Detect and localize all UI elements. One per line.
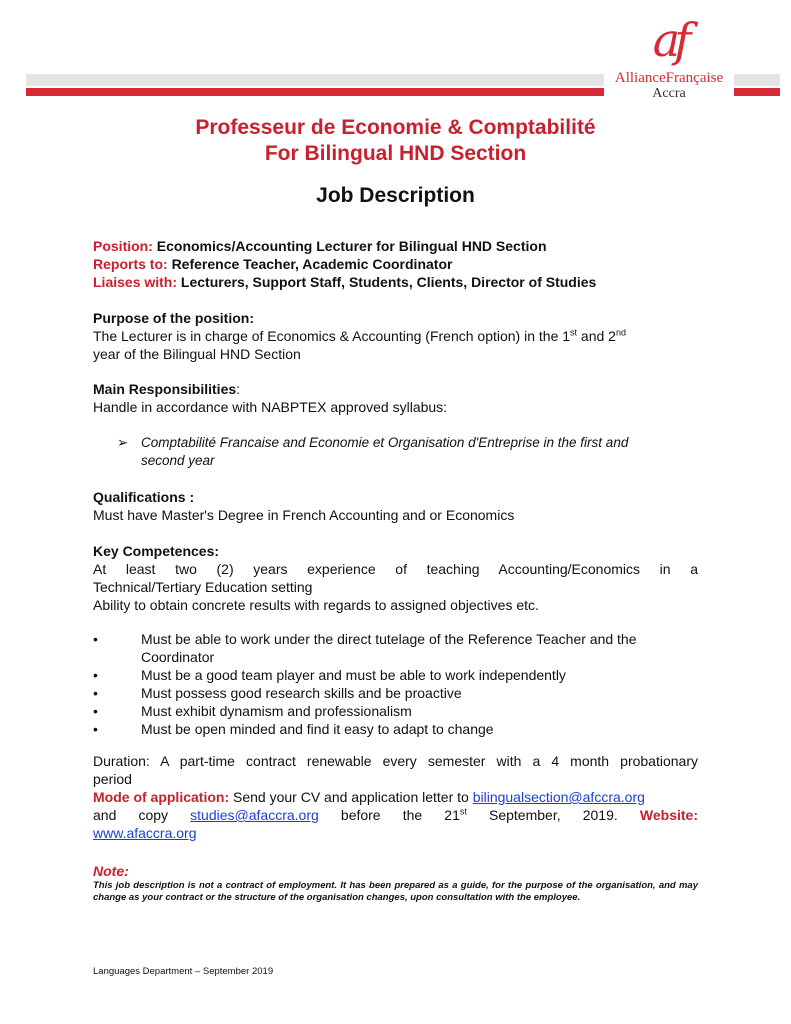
duration-line1: Duration: A part-time contract renewable every semester with a 4 month probationary <box>93 753 698 769</box>
responsibilities-colon: : <box>236 381 241 397</box>
mode-text-b: and copy <box>93 807 191 823</box>
arrow-bullet-icon: ➢ <box>117 435 129 450</box>
website-label: Website: <box>639 807 698 823</box>
note-text: This job description is not a contract of employment. It has been prepared as a guide, for the purpose of the organisation, and may change as your contract or the structure of the organisation changes, upon consultation with the employee. <box>93 880 698 903</box>
email-link-studies[interactable]: studies@afaccra.org <box>190 807 319 823</box>
purpose-text-line2: year of the Bilingual HND Section <box>93 346 301 362</box>
liaises-line <box>93 273 698 291</box>
qualifications-heading: Qualifications : <box>93 489 195 505</box>
website-link[interactable]: www.afaccra.org <box>93 825 197 841</box>
bullet-icon: • <box>93 721 98 737</box>
bullet-text: Must be open minded and find it easy to adapt to change <box>141 721 494 737</box>
responsibility-arrow-row <box>93 434 698 470</box>
mode-text-c: before the 21 <box>318 807 460 823</box>
bullet-item <box>93 666 698 684</box>
bullet-text: Must be able to work under the direct tutelage of the Reference Teacher and the <box>141 631 637 647</box>
bullet-item <box>93 684 698 702</box>
purpose-text-b: and 2 <box>577 328 616 344</box>
responsibility-item <box>93 434 698 470</box>
logo-mark: af <box>652 13 686 67</box>
reports-label: Reports to: <box>93 256 168 272</box>
liaises-label: Liaises with: <box>93 274 178 290</box>
mode-label: Mode of application: <box>93 789 230 805</box>
application-section <box>93 752 698 842</box>
mode-text-d: September, 2019. <box>466 807 640 823</box>
alliance-francaise-logo <box>604 6 734 116</box>
bullet-text: Must possess good research skills and be proactive <box>141 685 462 701</box>
responsibilities-heading: Main Responsibilities <box>93 381 237 397</box>
competences-line3: Ability to obtain concrete results with regards to assigned objectives etc. <box>93 597 539 613</box>
responsibilities-heading-line <box>93 380 698 398</box>
competences-line2: Technical/Tertiary Education setting <box>93 579 313 595</box>
mode-text-a: Send your CV and application letter to <box>229 789 473 805</box>
note-section <box>93 862 698 904</box>
bullet-text: Must exhibit dynamism and professionalism <box>141 703 412 719</box>
position-line <box>93 237 698 255</box>
purpose-sup-2: nd <box>615 327 626 338</box>
bullet-item <box>93 630 698 666</box>
mode-line3 <box>93 824 698 842</box>
email-link-bilingual[interactable]: bilingualsection@afccra.org <box>472 789 645 805</box>
job-description-heading: Job Description <box>316 184 475 207</box>
responsibilities-text: Handle in accordance with NABPTEX approved syllabus: <box>93 399 448 415</box>
purpose-text-a: The Lecturer is in charge of Economics & Accounting (French option) in the 1 <box>93 328 571 344</box>
bullet-item <box>93 702 698 720</box>
reports-line <box>93 255 698 273</box>
competences-heading: Key Competences: <box>93 543 220 559</box>
responsibility-item-line1: Comptabilité Francaise and Economie et Organisation d'Entreprise in the first and <box>141 435 629 450</box>
note-heading: Note: <box>93 863 129 879</box>
position-block <box>93 237 698 291</box>
responsibility-item-line2: second year <box>141 453 215 468</box>
purpose-text-line1 <box>93 327 698 345</box>
bullet-icon: • <box>93 703 98 719</box>
bullet-icon: • <box>93 631 98 647</box>
page-footer: Languages Department – September 2019 <box>93 966 274 977</box>
responsibilities-section <box>93 380 698 416</box>
bullet-text: Must be a good team player and must be able to work independently <box>141 667 566 683</box>
bullet-item <box>93 720 698 738</box>
position-value: Economics/Accounting Lecturer for Bilingual HND Section <box>156 238 547 254</box>
qualifications-text: Must have Master's Degree in French Accounting and or Economics <box>93 507 515 523</box>
logo-city: Accra <box>652 86 686 101</box>
purpose-section <box>93 309 698 363</box>
purpose-heading: Purpose of the position: <box>93 310 254 326</box>
qualifications-section <box>93 488 698 524</box>
competences-section <box>93 542 698 614</box>
mode-sup: st <box>459 806 467 817</box>
reports-value: Reference Teacher, Academic Coordinator <box>171 256 453 272</box>
competences-bullets <box>93 630 698 738</box>
competences-line1: At least two (2) years experience of teaching Accounting/Economics in a <box>93 561 698 577</box>
logo-name: AllianceFrançaise <box>614 70 724 86</box>
mode-line1 <box>93 788 698 806</box>
bullet-text-continued: Coordinator <box>141 649 215 665</box>
position-label: Position: <box>93 238 153 254</box>
purpose-sup-1: st <box>570 327 578 338</box>
duration-line2: period <box>93 771 132 787</box>
bullet-icon: • <box>93 685 98 701</box>
mode-line2 <box>93 806 698 824</box>
page-title-line1: Professeur de Economie & Comptabilité <box>195 116 596 139</box>
page-title-line2: For Bilingual HND Section <box>264 142 527 165</box>
bullet-icon: • <box>93 667 98 683</box>
liaises-value: Lecturers, Support Staff, Students, Clients, Director of Studies <box>180 274 597 290</box>
